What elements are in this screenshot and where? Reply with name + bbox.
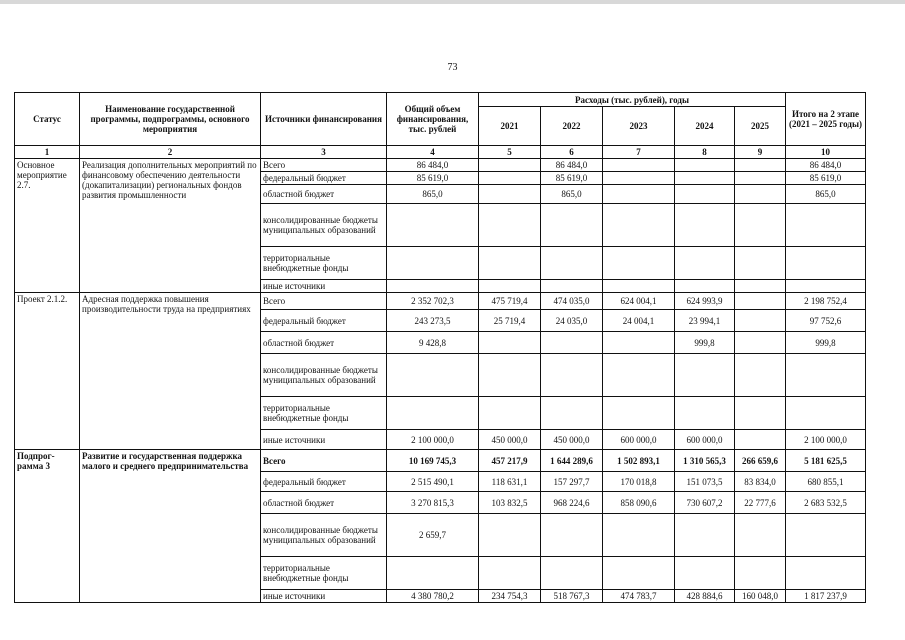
value-cell xyxy=(479,247,541,280)
source-cell: областной бюджет xyxy=(261,185,387,204)
status-cell: Основное мероприятие 2.7. xyxy=(15,159,80,293)
value-cell: 85 619,0 xyxy=(387,172,479,185)
header-year: 2024 xyxy=(675,107,735,146)
value-cell: 2 683 532,5 xyxy=(786,492,866,514)
value-cell: 600 000,0 xyxy=(675,430,735,450)
column-number: 5 xyxy=(479,146,541,159)
column-number: 8 xyxy=(675,146,735,159)
value-cell xyxy=(735,557,786,590)
value-cell: 624 993,9 xyxy=(675,293,735,310)
value-cell: 157 297,7 xyxy=(541,472,603,492)
column-number: 6 xyxy=(541,146,603,159)
value-cell xyxy=(675,354,735,397)
header-status: Статус xyxy=(15,93,80,146)
value-cell xyxy=(675,280,735,293)
value-cell: 450 000,0 xyxy=(479,430,541,450)
name-cell: Реализация дополнительных мероприятий по финансовому обеспечению деятельности (докапитализации) региональных фондов развития промышленности xyxy=(80,159,261,293)
value-cell: 624 004,1 xyxy=(603,293,675,310)
value-cell: 243 273,5 xyxy=(387,310,479,332)
header-year: 2022 xyxy=(541,107,603,146)
value-cell xyxy=(735,354,786,397)
status-cell: Подпрог-рамма 3 xyxy=(15,450,80,603)
column-number: 4 xyxy=(387,146,479,159)
value-cell: 86 484,0 xyxy=(786,159,866,172)
header-year: 2021 xyxy=(479,107,541,146)
value-cell xyxy=(541,354,603,397)
value-cell xyxy=(479,172,541,185)
value-cell xyxy=(603,397,675,430)
value-cell xyxy=(735,293,786,310)
value-cell: 2 659,7 xyxy=(387,514,479,557)
value-cell: 474 035,0 xyxy=(541,293,603,310)
value-cell xyxy=(735,397,786,430)
value-cell: 2 100 000,0 xyxy=(387,430,479,450)
table-row xyxy=(15,293,866,310)
value-cell: 9 428,8 xyxy=(387,332,479,354)
value-cell xyxy=(675,397,735,430)
value-cell: 83 834,0 xyxy=(735,472,786,492)
value-cell xyxy=(603,514,675,557)
source-cell: областной бюджет xyxy=(261,492,387,514)
value-cell xyxy=(786,397,866,430)
value-cell xyxy=(603,159,675,172)
value-cell xyxy=(479,159,541,172)
source-cell: областной бюджет xyxy=(261,332,387,354)
value-cell: 85 619,0 xyxy=(541,172,603,185)
column-number: 7 xyxy=(603,146,675,159)
value-cell xyxy=(387,397,479,430)
value-cell xyxy=(786,514,866,557)
name-cell: Развитие и государственная поддержка малого и среднего предпринимательства xyxy=(80,450,261,603)
value-cell xyxy=(735,247,786,280)
value-cell: 25 719,4 xyxy=(479,310,541,332)
table-row xyxy=(15,159,866,172)
value-cell xyxy=(541,247,603,280)
header-year: 2025 xyxy=(735,107,786,146)
header-expenses: Расходы (тыс. рублей), годы xyxy=(479,93,786,107)
source-cell: консолидированные бюджеты муниципальных образований xyxy=(261,354,387,397)
header-total: Общий объем финансирования, тыс. рублей xyxy=(387,93,479,146)
value-cell xyxy=(786,247,866,280)
value-cell: 518 767,3 xyxy=(541,590,603,603)
value-cell xyxy=(387,280,479,293)
name-cell: Адресная поддержка повышения производительности труда на предприятиях xyxy=(80,293,261,450)
value-cell xyxy=(541,397,603,430)
value-cell: 118 631,1 xyxy=(479,472,541,492)
value-cell: 457 217,9 xyxy=(479,450,541,472)
value-cell: 4 380 780,2 xyxy=(387,590,479,603)
value-cell xyxy=(479,332,541,354)
value-cell xyxy=(479,514,541,557)
value-cell xyxy=(786,280,866,293)
value-cell: 2 352 702,3 xyxy=(387,293,479,310)
value-cell: 475 719,4 xyxy=(479,293,541,310)
value-cell xyxy=(603,185,675,204)
value-cell xyxy=(675,557,735,590)
value-cell xyxy=(603,557,675,590)
value-cell xyxy=(603,280,675,293)
value-cell: 2 198 752,4 xyxy=(786,293,866,310)
column-number: 2 xyxy=(80,146,261,159)
value-cell xyxy=(603,247,675,280)
value-cell xyxy=(735,172,786,185)
value-cell xyxy=(675,514,735,557)
value-cell: 23 994,1 xyxy=(675,310,735,332)
value-cell xyxy=(541,514,603,557)
value-cell: 22 777,6 xyxy=(735,492,786,514)
value-cell xyxy=(735,185,786,204)
value-cell: 450 000,0 xyxy=(541,430,603,450)
value-cell xyxy=(541,557,603,590)
value-cell xyxy=(541,280,603,293)
source-cell: консолидированные бюджеты муниципальных образований xyxy=(261,514,387,557)
value-cell xyxy=(603,172,675,185)
value-cell: 5 181 625,5 xyxy=(786,450,866,472)
value-cell xyxy=(541,332,603,354)
source-cell: территориальные внебюджетные фонды xyxy=(261,557,387,590)
source-cell: федеральный бюджет xyxy=(261,472,387,492)
source-cell: консолидированные бюджеты муниципальных образований xyxy=(261,204,387,247)
column-number: 10 xyxy=(786,146,866,159)
source-cell: федеральный бюджет xyxy=(261,310,387,332)
source-cell: иные источники xyxy=(261,280,387,293)
value-cell: 730 607,2 xyxy=(675,492,735,514)
header-year: 2023 xyxy=(603,107,675,146)
value-cell: 103 832,5 xyxy=(479,492,541,514)
value-cell: 234 754,3 xyxy=(479,590,541,603)
value-cell: 266 659,6 xyxy=(735,450,786,472)
value-cell xyxy=(735,310,786,332)
value-cell xyxy=(735,159,786,172)
value-cell xyxy=(603,204,675,247)
value-cell xyxy=(675,247,735,280)
value-cell xyxy=(479,397,541,430)
value-cell xyxy=(735,280,786,293)
table-row xyxy=(15,450,866,472)
financing-table xyxy=(14,92,866,603)
value-cell xyxy=(735,430,786,450)
value-cell xyxy=(675,204,735,247)
header-stage-total: Итого на 2 этапе (2021 – 2025 годы) xyxy=(786,93,866,146)
value-cell: 474 783,7 xyxy=(603,590,675,603)
value-cell xyxy=(479,280,541,293)
source-cell: Всего xyxy=(261,450,387,472)
value-cell: 999,8 xyxy=(675,332,735,354)
value-cell xyxy=(735,204,786,247)
column-number: 3 xyxy=(261,146,387,159)
value-cell xyxy=(786,557,866,590)
value-cell xyxy=(675,159,735,172)
value-cell xyxy=(387,247,479,280)
value-cell: 865,0 xyxy=(541,185,603,204)
value-cell: 680 855,1 xyxy=(786,472,866,492)
value-cell: 1 644 289,6 xyxy=(541,450,603,472)
value-cell: 428 884,6 xyxy=(675,590,735,603)
table-body xyxy=(15,159,866,603)
value-cell: 1 310 565,3 xyxy=(675,450,735,472)
source-cell: Всего xyxy=(261,159,387,172)
value-cell xyxy=(603,354,675,397)
value-cell xyxy=(541,204,603,247)
source-cell: иные источники xyxy=(261,430,387,450)
value-cell: 2 100 000,0 xyxy=(786,430,866,450)
value-cell xyxy=(786,354,866,397)
source-cell: Всего xyxy=(261,293,387,310)
value-cell: 160 048,0 xyxy=(735,590,786,603)
value-cell xyxy=(786,204,866,247)
value-cell: 968 224,6 xyxy=(541,492,603,514)
value-cell xyxy=(735,332,786,354)
value-cell: 151 073,5 xyxy=(675,472,735,492)
column-number: 1 xyxy=(15,146,80,159)
source-cell: иные источники xyxy=(261,590,387,603)
value-cell: 865,0 xyxy=(786,185,866,204)
source-cell: федеральный бюджет xyxy=(261,172,387,185)
value-cell: 86 484,0 xyxy=(541,159,603,172)
value-cell xyxy=(479,557,541,590)
value-cell xyxy=(675,172,735,185)
header-name: Наименование государственной программы, подпрограммы, основного мероприятия xyxy=(80,93,261,146)
value-cell xyxy=(603,332,675,354)
value-cell: 170 018,8 xyxy=(603,472,675,492)
value-cell xyxy=(479,354,541,397)
value-cell xyxy=(479,204,541,247)
value-cell xyxy=(387,204,479,247)
value-cell: 24 035,0 xyxy=(541,310,603,332)
header-sources: Источники финансирования xyxy=(261,93,387,146)
status-cell: Проект 2.1.2. xyxy=(15,293,80,450)
value-cell: 2 515 490,1 xyxy=(387,472,479,492)
page-number: 73 xyxy=(447,62,458,73)
value-cell xyxy=(387,557,479,590)
source-cell: территориальные внебюджетные фонды xyxy=(261,397,387,430)
value-cell: 865,0 xyxy=(387,185,479,204)
value-cell: 999,8 xyxy=(786,332,866,354)
scan-top-edge xyxy=(0,0,905,4)
value-cell: 97 752,6 xyxy=(786,310,866,332)
value-cell xyxy=(675,185,735,204)
value-cell: 10 169 745,3 xyxy=(387,450,479,472)
value-cell: 85 619,0 xyxy=(786,172,866,185)
value-cell: 600 000,0 xyxy=(603,430,675,450)
value-cell: 3 270 815,3 xyxy=(387,492,479,514)
value-cell xyxy=(479,185,541,204)
value-cell: 24 004,1 xyxy=(603,310,675,332)
value-cell xyxy=(735,514,786,557)
source-cell: территориальные внебюджетные фонды xyxy=(261,247,387,280)
column-number: 9 xyxy=(735,146,786,159)
value-cell xyxy=(387,354,479,397)
value-cell: 858 090,6 xyxy=(603,492,675,514)
value-cell: 86 484,0 xyxy=(387,159,479,172)
value-cell: 1 502 893,1 xyxy=(603,450,675,472)
value-cell: 1 817 237,9 xyxy=(786,590,866,603)
